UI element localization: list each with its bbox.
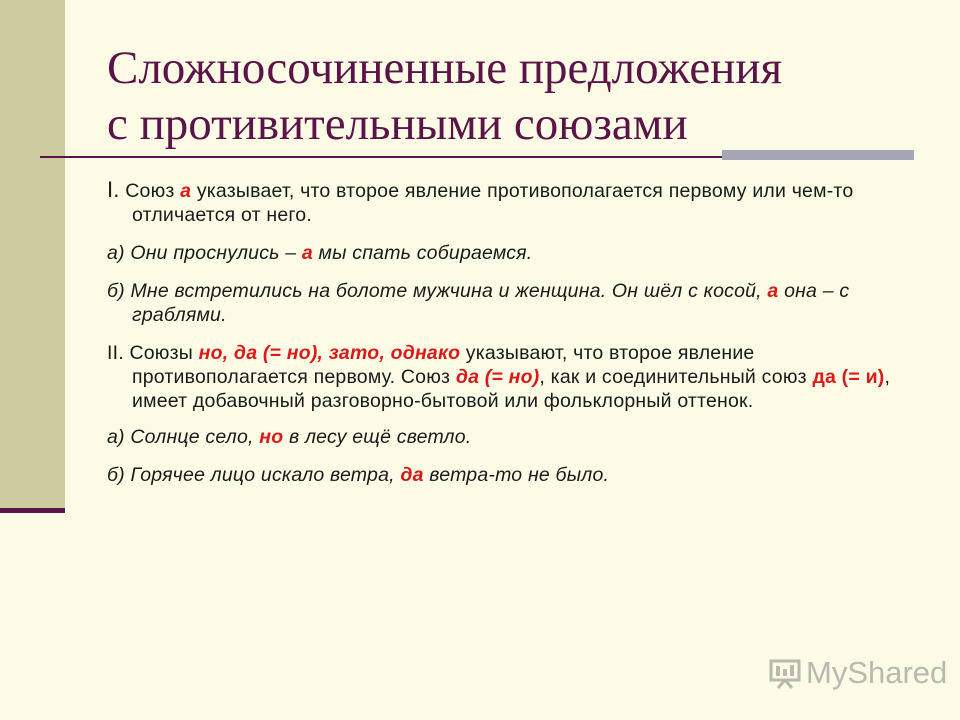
example-1b-text-a: б) Мне встретились на болоте мужчина и женщина. Он шёл с косой, bbox=[107, 280, 768, 302]
section-2-text-b: указывают, что второе явление противополагается первому. Союз bbox=[132, 342, 755, 388]
slide-body bbox=[107, 178, 907, 501]
example-1b-text-b: она – с граблями. bbox=[132, 280, 850, 326]
example-2a-conjunction: но bbox=[259, 426, 284, 448]
section-2-text-d: , имеет добавочный разговорно-бытовой или фольклорный оттенок. bbox=[132, 366, 891, 412]
section-1-text-a: Союз bbox=[119, 180, 181, 202]
example-1b bbox=[107, 279, 907, 327]
example-2b-text-b: ветра-то не было. bbox=[423, 464, 610, 486]
conjunction-da-no: да (= но) bbox=[455, 366, 540, 388]
section-1-number: I. bbox=[107, 177, 120, 202]
slide-title-line2: с противительными союзами bbox=[107, 98, 688, 150]
watermark-text: MyShared bbox=[806, 655, 948, 690]
presentation-board-icon bbox=[768, 656, 802, 690]
section-2-number: II. bbox=[107, 342, 124, 364]
example-1b-conjunction: а bbox=[767, 280, 779, 302]
example-1a-text-a: а) Они проснулись – bbox=[107, 242, 302, 264]
example-1a-conjunction: а bbox=[301, 242, 313, 264]
section-1-paragraph bbox=[107, 178, 907, 227]
example-2b bbox=[107, 463, 907, 487]
conjunctions-list: но, да (= но), зато, однако bbox=[198, 342, 461, 364]
example-1a-text-b: мы спать собираемся. bbox=[312, 242, 533, 264]
left-decor-bar-foot bbox=[0, 508, 65, 513]
section-2-text-a: Союзы bbox=[123, 342, 199, 364]
example-2b-conjunction: да bbox=[400, 464, 424, 486]
conjunction-da-i: да (= и) bbox=[812, 366, 885, 388]
example-2b-text-a: б) Горячее лицо искало ветра, bbox=[107, 464, 401, 486]
conjunction-a: а bbox=[180, 180, 192, 202]
watermark-logo bbox=[768, 655, 947, 691]
left-decor-bar bbox=[0, 0, 65, 510]
section-2-paragraph bbox=[107, 341, 907, 413]
example-2a bbox=[107, 425, 907, 449]
title-accent-bar bbox=[722, 150, 914, 160]
section-2-text-c: , как и соединительный союз bbox=[539, 366, 813, 388]
slide-title-line1: Сложносочиненные предложения bbox=[107, 42, 783, 94]
section-1-text-b: указывает, что второе явление противополагается первому или чем-то отличается от него. bbox=[132, 180, 854, 226]
slide-title bbox=[107, 40, 927, 152]
example-2a-text-a: а) Солнце село, bbox=[107, 426, 260, 448]
example-2a-text-b: в лесу ещё светло. bbox=[283, 426, 472, 448]
example-1a bbox=[107, 241, 907, 265]
